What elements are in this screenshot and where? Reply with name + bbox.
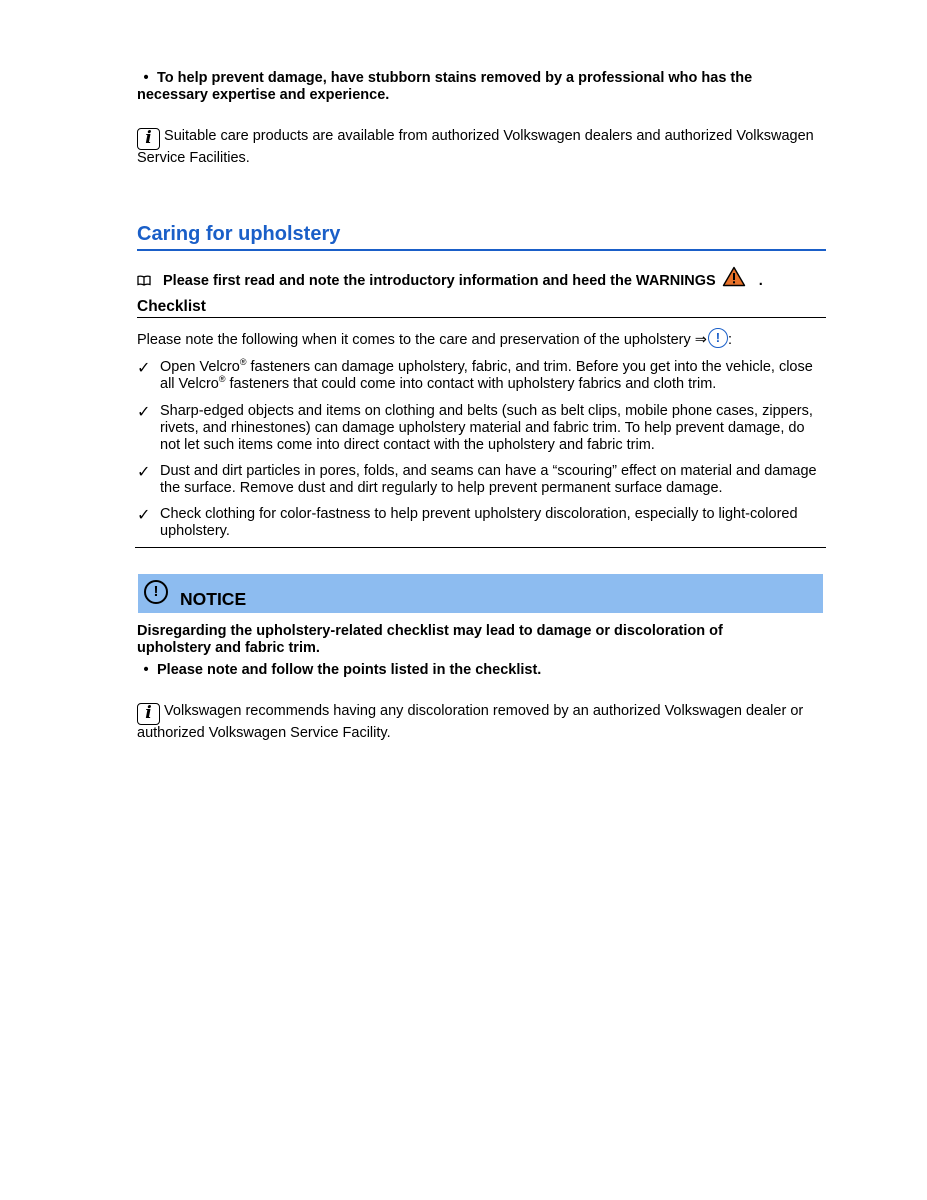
item-text: Check clothing for color-fastness to help prevent upholstery discoloration, especially to light-colored upholstery. [160,506,798,539]
info-note [137,703,827,742]
check-mark-icon: ✓ [137,402,151,421]
info-note [137,128,817,167]
read-first-end: . [758,273,763,289]
notice-text-content: Disregarding the upholstery-related checklist may lead to damage or discoloration of upholstery and fabric trim. [137,623,723,656]
check-mark-icon: ✓ [137,358,151,377]
checklist-item [137,463,827,497]
info-note-text: Suitable care products are available from authorized Volkswagen dealers and authorized Volkswagen Service Facilities. [137,128,814,166]
notice-bullet-text: Please note and follow the points listed in the checklist. [157,662,542,678]
checklist-item [137,359,827,393]
checklist-divider [135,547,826,548]
check-mark-icon: ✓ [137,505,151,524]
checklist-heading [137,298,826,318]
item-text: fasteners can damage upholstery, fabric, and trim. Before you get into the vehicle, close all Velcro [160,359,813,392]
section-title-text: Caring for upholstery [137,223,341,245]
notice-title: NOTICE [180,589,247,609]
info-note-text: Volkswagen recommends having any discoloration removed by an authorized Volkswagen dealer or authorized Volkswagen Service Facility. [137,703,804,741]
info-icon: i [137,128,160,150]
registered-mark: ® [218,374,226,384]
checklist-item [137,506,827,540]
intro-bullet-item [137,70,817,104]
exclamation-circle-icon: ! [144,580,168,604]
checklist-item [137,403,827,454]
item-text: fasteners that could come into contact with upholstery fabrics and cloth trim. [225,376,717,392]
read-first-text: Please first read and note the introductory information and heed the WARNINGS [163,273,716,289]
book-icon [137,274,151,284]
exclamation-circle-icon[interactable]: ! [708,328,728,348]
checklist-heading-text: Checklist [137,298,206,315]
item-text: Sharp-edged objects and items on clothing and belts (such as belt clips, mobile phone cases, zippers, rivets, and rhinestones) can damage upholstery material and fabric trim. To help prevent damage, do not let such items come into direct contact with the upholstery and fabric trim. [160,403,813,453]
checklist-lead-text: Please note the following when it comes to the care and preservation of the upholstery ⇒ [137,332,707,348]
checklist-lead-end: : [727,332,732,348]
registered-mark: ® [239,357,247,367]
item-text: Dust and dirt particles in pores, folds, and seams can have a “scouring” effect on material and damage the surface. Remove dust and dirt regularly to help prevent permanent surface damage. [160,463,817,496]
info-icon: i [137,703,160,725]
checklist-lead [137,328,827,349]
bullet-dot: • [143,662,149,678]
bullet-dot: • [143,70,149,86]
notice-bar [138,574,823,613]
notice-text [137,623,777,657]
section-title [137,222,826,251]
notice-bullet-item [137,662,817,679]
read-first-line [137,266,827,290]
check-mark-icon: ✓ [137,462,151,481]
intro-bullet-text: To help prevent damage, have stubborn stains removed by a professional who has the necessary expertise and experience. [137,70,753,103]
warning-triangle-icon[interactable] [722,266,746,286]
item-text: Open Velcro [160,359,240,375]
